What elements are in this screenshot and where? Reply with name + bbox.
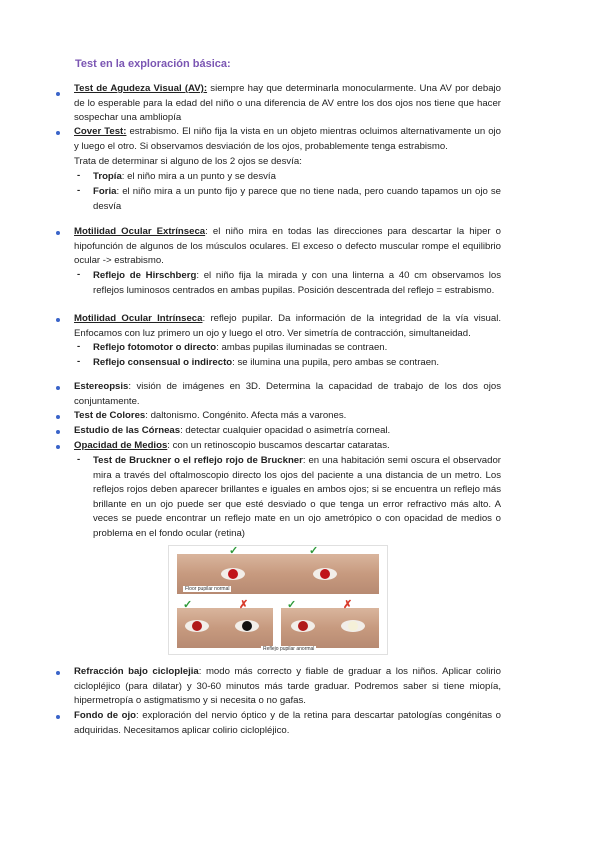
item-consensual: [93, 356, 501, 371]
check-icon: ✓: [309, 545, 319, 557]
term-bruckner: Test de Bruckner o el reflejo rojo de Bruckner: [93, 455, 303, 466]
check-icon: ✓: [287, 599, 297, 611]
term-medios: Opacidad de Medios: [74, 440, 168, 451]
bullet: [56, 386, 60, 390]
term-fondo: Fondo de ojo: [74, 710, 137, 721]
bullet: [56, 430, 60, 434]
term-colores: Test de Colores: [74, 410, 146, 421]
term-agudeza: Test de Agudeza Visual (AV):: [74, 83, 208, 94]
item-estereopsis: [74, 380, 501, 409]
bullet: [56, 131, 60, 135]
text-cover: estrabismo. El niño fija la vista en un objeto mientras ocluimos alternativamente un ojo y luego el otro. Si observamos desviación de los ojos, probablemente tenga estrabismo.: [74, 126, 501, 152]
dash: -: [77, 170, 81, 181]
bullet: [56, 671, 60, 675]
text-medios: : con un retinoscopio buscamos descartar cataratas.: [167, 440, 390, 451]
check-icon: ✓: [183, 599, 193, 611]
section-title: Test en la exploración básica:: [75, 58, 231, 70]
text-fotomotor: : ambas pupilas iluminadas se contraen.: [216, 342, 388, 353]
text-consensual: : se ilumina una pupila, pero ambas se contraen.: [232, 357, 440, 368]
term-tropia: Tropía: [93, 171, 122, 182]
term-consensual: Reflejo consensual o indirecto: [93, 357, 233, 368]
bullet: [56, 715, 60, 719]
eye: [313, 568, 337, 580]
term-intrinseca: Motilidad Ocular Intrínseca: [74, 313, 203, 324]
text-foria: : el niño mira a un punto fijo y parece que no tiene nada, pero cuando tapamos un ojo se desvía: [93, 186, 501, 212]
text-bruckner: : en una habitación semi oscura el observador mira a través del oftalmoscopio directo los ojos del paciente a una distancia de un metro. Los reflejos rojos deben aparecer brillantes e iguales en ambos ojos; si se encuentra un reflejo más brillante en un ojo puede ser que esté desviado o que tenga un error refractivo más alto. A veces se puede encontrar un reflejo mate en un ojo ametrópico o con opacidad de medios o problema en el fondo ocular (retina): [93, 455, 501, 539]
item-bruckner: [93, 454, 501, 542]
item-intrinseca: [74, 312, 501, 341]
term-cover: Cover Test:: [74, 126, 127, 137]
text-estereopsis: : visión de imágenes en 3D. Determina la capacidad de trabajo de los dos ojos conjuntamente.: [74, 381, 501, 407]
dark-reflex: [242, 621, 252, 631]
text-fondo: : exploración del nervio óptico y de la retina para descartar patologías congénitas o adquiridas. Necesitamos aplicar colirio ciclopléjico.: [74, 710, 501, 736]
red-reflex: [320, 569, 330, 579]
dash: -: [77, 454, 81, 465]
photo-abnormal-left: [177, 608, 273, 648]
item-extrinseca: [74, 225, 501, 269]
item-fotomotor: [93, 341, 501, 356]
bullet: [56, 318, 60, 322]
text-agudeza: siempre hay que determinarla monocularmente. Una AV por debajo de lo esperable para la edad del niño o una diferencia de AV entre los dos ojos nos tiene que hacer sospechar una ambliopía: [74, 83, 501, 124]
item-refraccion: [74, 665, 501, 709]
item-corneas: [74, 424, 501, 439]
red-reflex: [228, 569, 238, 579]
item-medios: [74, 439, 501, 454]
term-corneas: Estudio de las Córneas: [74, 425, 181, 436]
item-foria: [93, 185, 501, 214]
item-agudeza: [74, 82, 501, 126]
item-cover: [74, 125, 501, 154]
eye: [221, 568, 245, 580]
item-colores: [74, 409, 501, 424]
item-tropia: [93, 170, 501, 185]
photo-abnormal-right: [281, 608, 379, 648]
cover-line2: Trata de determinar si alguno de los 2 ojos se desvía:: [74, 156, 302, 167]
text-hirschberg: : el niño fija la mirada y con una linterna a 40 cm observamos los reflejos luminosos centrados en ambas pupilas. Posición descentrada del reflejo = estrabismo.: [93, 270, 501, 296]
term-estereopsis: Estereopsis: [74, 381, 129, 392]
caption-normal: Floor pupilar normal: [185, 586, 230, 592]
text-corneas: : detectar cualquier opacidad o asimetría corneal.: [180, 425, 391, 436]
cross-icon: ✗: [239, 599, 249, 611]
term-extrinseca: Motilidad Ocular Extrínseca: [74, 226, 206, 237]
dash: -: [77, 341, 81, 352]
eye: [235, 620, 259, 632]
red-reflex: [298, 621, 308, 631]
red-reflex: [192, 621, 202, 631]
item-fondo: [74, 709, 501, 738]
text-refraccion: : modo más correcto y fiable de graduar a los niños. Aplicar colirio ciclopléjico (para dilatar) y 30-60 minutos más tarde graduar. Podremos saber si tiene miopía, hipermetropía o astigmatismo y si necesita o no gafas.: [74, 666, 502, 707]
bullet: [56, 92, 60, 96]
dash: -: [77, 269, 81, 280]
cross-icon: ✗: [343, 599, 353, 611]
bruckner-figure: [168, 545, 388, 655]
text-colores: : daltonismo. Congénito. Afecta más a varones.: [145, 410, 347, 421]
text-tropia: : el niño mira a un punto y se desvía: [121, 171, 276, 182]
eye: [185, 620, 209, 632]
item-hirschberg: [93, 269, 501, 298]
bullet: [56, 445, 60, 449]
bullet: [56, 231, 60, 235]
text-intrinseca: : reflejo pupilar. Da información de la integridad de la vía visual. Enfocamos con luz primero un ojo y luego el otro. Ver simetría de contracción, simultaneidad.: [74, 313, 501, 339]
term-foria: Foria: [93, 186, 117, 197]
bullet: [56, 415, 60, 419]
eye: [291, 620, 315, 632]
caption-abnormal: Reflejo pupilar anormal: [263, 646, 315, 652]
term-refraccion: Refracción bajo cicloplejia: [74, 666, 199, 677]
dash: -: [77, 185, 81, 196]
term-hirschberg: Reflejo de Hirschberg: [93, 270, 197, 281]
term-fotomotor: Reflejo fotomotor o directo: [93, 342, 217, 353]
dash: -: [77, 356, 81, 367]
text-extrinseca: : el niño mira en todas las direcciones para descartar la hiper o hipofunción de algunos de los músculos oculares. El exceso o defecto muscular rompe el equilibrio ocular -> estrabismo.: [74, 226, 501, 267]
white-reflex: [348, 621, 358, 631]
eye: [341, 620, 365, 632]
check-icon: ✓: [229, 545, 239, 557]
